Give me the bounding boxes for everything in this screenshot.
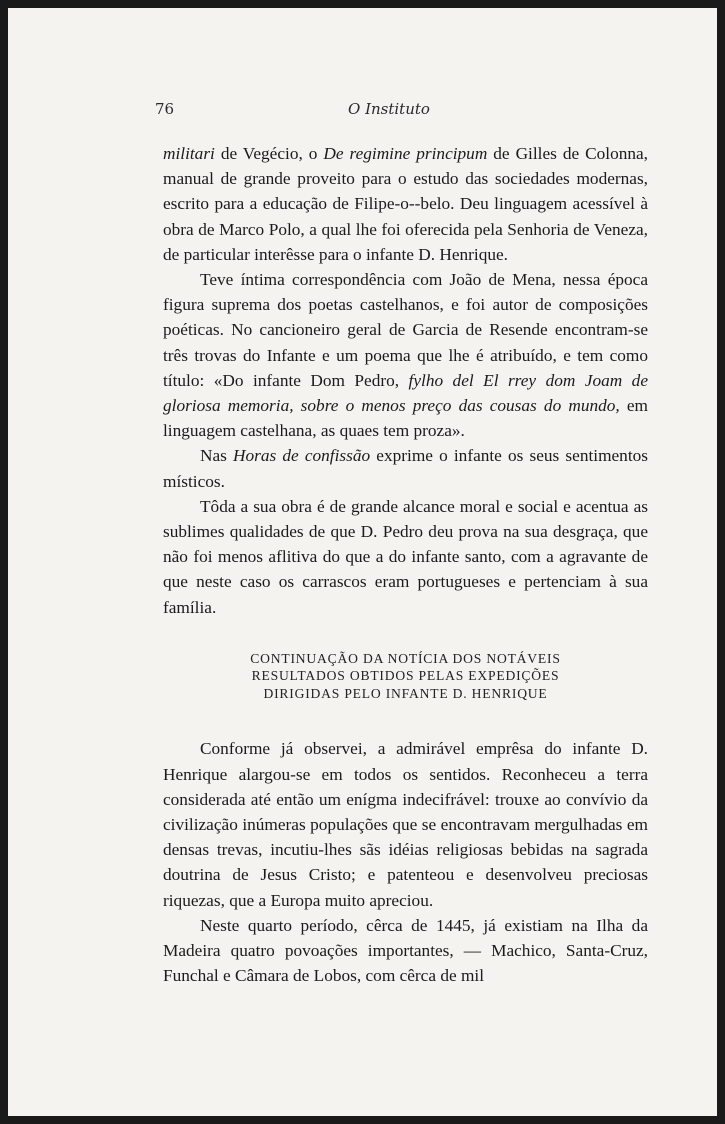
paragraph — [163, 913, 648, 989]
paragraph — [163, 267, 648, 443]
book-page — [8, 8, 717, 1116]
paragraph — [163, 736, 648, 912]
page-number: 76 — [155, 100, 175, 118]
italic-text: De regimine principum — [323, 144, 488, 163]
italic-text: militari — [163, 144, 215, 163]
text-run: Nas — [200, 446, 234, 466]
section-heading-line: DIRIGIDAS PELO INFANTE D. HENRIQUE — [263, 685, 548, 701]
text-run: de Gilles de Colonna, manual de grande proveito para o estudo das sociedades modernas, escrito para a educação de Filipe-o--belo. Deu linguagem acessível à obra de Marco Polo, a qual lhe foi oferecida pela Senhoria de Veneza, de particular interêsse para o infante D. Henrique. — [163, 144, 648, 264]
text-run: Tôda a sua obra é de grande alcance moral e social e acentua as sublimes qualidades de que D. Pedro deu prova na sua desgraça, que não foi menos aflitiva do que a do infante santo, com a agravante de que neste caso os carrascos eram portugueses e pertenciam à sua família. — [163, 496, 648, 617]
section-heading-line: RESULTADOS OBTIDOS PELAS EXPEDIÇÕES — [251, 668, 560, 684]
text-run: de Vegécio, o — [214, 144, 324, 163]
text-run: Teve íntima correspondência com João de Mena, nessa época figura suprema dos poetas castelhanos, e foi autor de composições poéticas. No cancioneiro geral de Garcia de Resende encontram-se três trovas do Infante e um poema que lhe é atribuído, e tem como título: «Do infante Dom Pedro, — [163, 270, 648, 390]
text-run: em linguagem castelhana, as quaes tem proza». — [163, 396, 649, 441]
paragraph — [163, 443, 648, 493]
italic-text: Horas de confissão — [233, 446, 371, 466]
paragraph — [163, 141, 648, 267]
section-heading — [163, 650, 648, 703]
section-heading-line: CONTINUAÇÃO DA NOTÍCIA DOS NOTÁVEIS — [250, 650, 561, 666]
paragraphs-top — [163, 141, 648, 620]
text-run: exprime o infante os seus sentimentos místicos. — [163, 446, 648, 491]
body-text — [163, 141, 648, 988]
running-title: O Instituto — [348, 100, 430, 118]
text-run: Neste quarto período, cêrca de 1445, já existiam na Ilha da Madeira quatro povoações importantes, — Machico, Santa-Cruz, Funchal e Câmara de Lobos, com cêrca de mil — [163, 915, 648, 986]
running-header — [8, 100, 717, 124]
paragraphs-bottom — [163, 736, 648, 988]
paragraph — [163, 494, 648, 620]
text-run: Conforme já observei, a admirável emprêsa do infante D. Henrique alargou-se em todos os sentidos. Reconheceu a terra considerada até então um enígma indecifrável: trouxe ao convívio da civilização inúmeras populações que se encontravam mergulhadas em densas trevas, incutiu-lhes sãs idéias religiosas bebidas na sagrada doutrina de Jesus Cristo; e patenteou e desenvolveu preciosas riquezas, que a Europa muito apreciou. — [163, 739, 648, 910]
italic-text: fylho del El rrey dom Joam de gloriosa memoria, sobre o menos preço das cousas do mundo, — [163, 370, 648, 416]
